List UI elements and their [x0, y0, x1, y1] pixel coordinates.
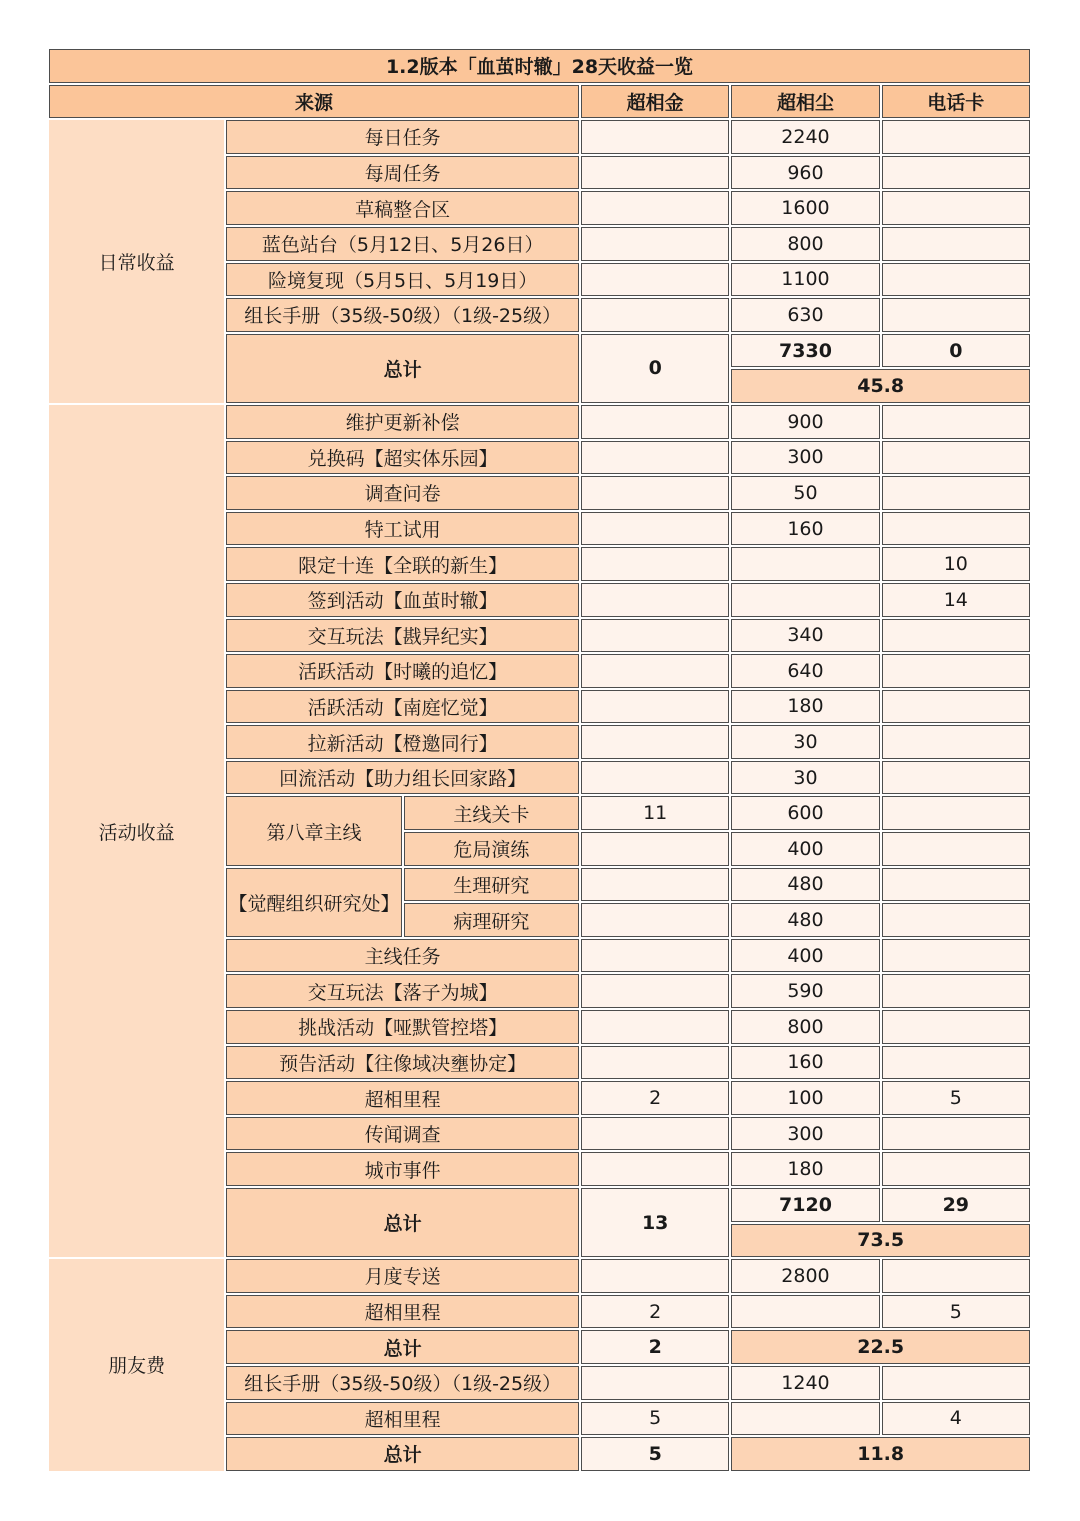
card-cell: [882, 974, 1030, 1008]
card-cell: [882, 903, 1030, 937]
row-label: 拉新活动【橙邀同行】: [226, 725, 579, 759]
category-daily: 日常收益: [49, 120, 224, 403]
row-label: 城市事件: [226, 1152, 579, 1186]
row-label: 超相里程: [226, 1402, 579, 1436]
card-cell: [882, 619, 1030, 653]
dust-cell: 480: [731, 903, 879, 937]
sub-row-label: 病理研究: [404, 903, 579, 937]
total-card: 29: [882, 1188, 1030, 1222]
card-cell: [882, 796, 1030, 830]
gold-cell: [581, 156, 729, 190]
gold-cell: [581, 1152, 729, 1186]
card-cell: [882, 1046, 1030, 1080]
gold-cell: [581, 725, 729, 759]
card-cell: [882, 227, 1030, 261]
dust-cell: 340: [731, 619, 879, 653]
dust-cell: 160: [731, 512, 879, 546]
row-label: 险境复现（5月5日、5月19日）: [226, 263, 579, 297]
table-row: [49, 1259, 1030, 1293]
total-combined: 73.5: [731, 1224, 1030, 1258]
gold-cell: 5: [581, 1402, 729, 1436]
card-cell: [882, 1259, 1030, 1293]
row-label: 组长手册（35级-50级）（1级-25级）: [226, 1366, 579, 1400]
dust-cell: [731, 1295, 879, 1329]
total-gold: 0: [581, 334, 729, 403]
card-cell: [882, 1117, 1030, 1151]
gold-cell: [581, 903, 729, 937]
row-label: 月度专送: [226, 1259, 579, 1293]
dust-cell: 1240: [731, 1366, 879, 1400]
row-label: 签到活动【血茧时辙】: [226, 583, 579, 617]
dust-cell: 960: [731, 156, 879, 190]
dust-cell: 30: [731, 761, 879, 795]
card-cell: [882, 1010, 1030, 1044]
total-label: 总计: [226, 334, 579, 403]
card-cell: [882, 868, 1030, 902]
card-cell: 5: [882, 1295, 1030, 1329]
row-label: 传闻调查: [226, 1117, 579, 1151]
total-gold: 2: [581, 1330, 729, 1364]
row-label: 回流活动【助力组长回家路】: [226, 761, 579, 795]
gold-cell: [581, 1117, 729, 1151]
card-cell: [882, 725, 1030, 759]
header-source: 来源: [49, 85, 579, 119]
gold-cell: [581, 405, 729, 439]
row-label: 超相里程: [226, 1295, 579, 1329]
row-label: 活跃活动【南庭忆觉】: [226, 690, 579, 724]
dust-cell: 100: [731, 1081, 879, 1115]
card-cell: [882, 156, 1030, 190]
row-label: 限定十连【全联的新生】: [226, 547, 579, 581]
total-combined: 22.5: [731, 1330, 1030, 1364]
gold-cell: [581, 832, 729, 866]
gold-cell: [581, 974, 729, 1008]
dust-cell: 630: [731, 298, 879, 332]
row-label: 兑换码【超实体乐园】: [226, 441, 579, 475]
total-gold: 13: [581, 1188, 729, 1257]
card-cell: [882, 1152, 1030, 1186]
card-cell: [882, 405, 1030, 439]
row-label: 每周任务: [226, 156, 579, 190]
dust-cell: 400: [731, 832, 879, 866]
row-label: 交互玩法【戡异纪实】: [226, 619, 579, 653]
gold-cell: [581, 227, 729, 261]
dust-cell: 800: [731, 1010, 879, 1044]
row-label: 维护更新补偿: [226, 405, 579, 439]
row-label: 草稿整合区: [226, 191, 579, 225]
table-title: 1.2版本「血茧时辙」28天收益一览: [49, 49, 1030, 83]
gold-cell: [581, 476, 729, 510]
gold-cell: [581, 120, 729, 154]
header-dust: 超相尘: [731, 85, 879, 119]
dust-cell: 50: [731, 476, 879, 510]
title-row: [49, 49, 1030, 83]
card-cell: 5: [882, 1081, 1030, 1115]
sub-row-label: 主线关卡: [404, 796, 579, 830]
dust-cell: 800: [731, 227, 879, 261]
gold-cell: [581, 690, 729, 724]
total-dust: 7330: [731, 334, 879, 368]
total-combined: 45.8: [731, 369, 1030, 403]
card-cell: 14: [882, 583, 1030, 617]
card-cell: [882, 191, 1030, 225]
gold-cell: [581, 1046, 729, 1080]
row-label: 主线任务: [226, 939, 579, 973]
gold-cell: [581, 1366, 729, 1400]
dust-cell: 900: [731, 405, 879, 439]
total-label: 总计: [226, 1437, 579, 1471]
gold-cell: 2: [581, 1295, 729, 1329]
gold-cell: [581, 619, 729, 653]
dust-cell: 400: [731, 939, 879, 973]
total-label: 总计: [226, 1330, 579, 1364]
dust-cell: 480: [731, 868, 879, 902]
row-label: 活跃活动【时曦的追忆】: [226, 654, 579, 688]
gold-cell: [581, 939, 729, 973]
card-cell: 4: [882, 1402, 1030, 1436]
row-label: 每日任务: [226, 120, 579, 154]
row-label: 交互玩法【落子为城】: [226, 974, 579, 1008]
dust-cell: 1100: [731, 263, 879, 297]
gold-cell: [581, 1010, 729, 1044]
dust-cell: 180: [731, 690, 879, 724]
income-table: [47, 47, 1032, 1473]
card-cell: [882, 476, 1030, 510]
gold-cell: [581, 583, 729, 617]
card-cell: [882, 441, 1030, 475]
sub-row-label: 危局演练: [404, 832, 579, 866]
gold-cell: [581, 1259, 729, 1293]
total-combined: 11.8: [731, 1437, 1030, 1471]
gold-cell: [581, 868, 729, 902]
header-row: [49, 85, 1030, 119]
row-label: 蓝色站台（5月12日、5月26日）: [226, 227, 579, 261]
gold-cell: [581, 654, 729, 688]
row-label: 调查问卷: [226, 476, 579, 510]
card-cell: [882, 263, 1030, 297]
row-label: 预告活动【往像域决壅协定】: [226, 1046, 579, 1080]
card-cell: [882, 939, 1030, 973]
group-lab: 【觉醒组织研究处】: [226, 868, 401, 937]
row-label: 挑战活动【哑默管控塔】: [226, 1010, 579, 1044]
row-label: 超相里程: [226, 1081, 579, 1115]
card-cell: [882, 512, 1030, 546]
dust-cell: 300: [731, 441, 879, 475]
gold-cell: [581, 298, 729, 332]
total-dust: 7120: [731, 1188, 879, 1222]
dust-cell: [731, 547, 879, 581]
card-cell: [882, 690, 1030, 724]
category-friend: 朋友费: [49, 1259, 224, 1471]
card-cell: [882, 120, 1030, 154]
gold-cell: [581, 512, 729, 546]
dust-cell: 300: [731, 1117, 879, 1151]
header-gold: 超相金: [581, 85, 729, 119]
dust-cell: 600: [731, 796, 879, 830]
category-event: 活动收益: [49, 405, 224, 1257]
gold-cell: [581, 761, 729, 795]
total-card: 0: [882, 334, 1030, 368]
card-cell: [882, 654, 1030, 688]
gold-cell: [581, 441, 729, 475]
card-cell: [882, 761, 1030, 795]
dust-cell: 1600: [731, 191, 879, 225]
dust-cell: 2240: [731, 120, 879, 154]
gold-cell: [581, 191, 729, 225]
gold-cell: [581, 263, 729, 297]
dust-cell: 160: [731, 1046, 879, 1080]
total-label: 总计: [226, 1188, 579, 1257]
group-chapter8: 第八章主线: [226, 796, 401, 865]
card-cell: [882, 298, 1030, 332]
row-label: 特工试用: [226, 512, 579, 546]
gold-cell: [581, 547, 729, 581]
dust-cell: 180: [731, 1152, 879, 1186]
dust-cell: [731, 1402, 879, 1436]
table-body: [49, 49, 1030, 1471]
dust-cell: [731, 583, 879, 617]
header-card: 电话卡: [882, 85, 1030, 119]
card-cell: [882, 832, 1030, 866]
sub-row-label: 生理研究: [404, 868, 579, 902]
dust-cell: 640: [731, 654, 879, 688]
row-label: 组长手册（35级-50级）（1级-25级）: [226, 298, 579, 332]
dust-cell: 30: [731, 725, 879, 759]
card-cell: [882, 1366, 1030, 1400]
dust-cell: 590: [731, 974, 879, 1008]
gold-cell: 2: [581, 1081, 729, 1115]
total-gold: 5: [581, 1437, 729, 1471]
table-row: [49, 120, 1030, 154]
dust-cell: 2800: [731, 1259, 879, 1293]
gold-cell: 11: [581, 796, 729, 830]
table-row: [49, 405, 1030, 439]
card-cell: 10: [882, 547, 1030, 581]
